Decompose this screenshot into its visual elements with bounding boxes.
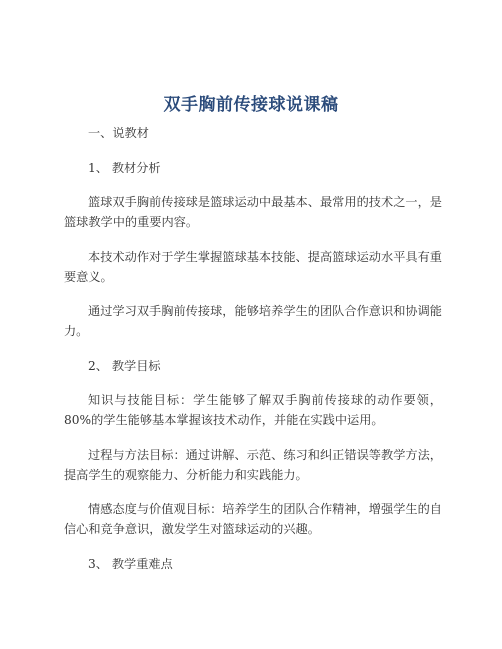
document-title: 双手胸前传接球说课稿 — [163, 95, 339, 115]
subsection-heading-teaching-goals: 2、 教学目标 — [88, 358, 161, 373]
paragraph-material-analysis-2: 本技术动作对于学生掌握篮球基本技能、提高篮球运动水平具有重要意义。 — [64, 249, 442, 284]
section-heading-teaching-material: 一、说教材 — [88, 126, 149, 140]
paragraph-goal-knowledge-skills: 知识与技能目标：学生能够了解双手胸前传接球的动作要领，80%的学生能够基本掌握该技术动作，并能在实践中运用。 — [64, 393, 442, 427]
paragraph-material-analysis-3: 通过学习双手胸前传接球，能够培养学生的团队合作意识和协调能力。 — [64, 304, 442, 338]
subsection-heading-material-analysis: 1、 教材分析 — [88, 160, 161, 175]
paragraph-material-analysis-1: 篮球双手胸前传接球是篮球运动中最基本、最常用的技术之一，是篮球教学中的重要内容。 — [64, 195, 442, 229]
paragraph-goal-process-methods: 过程与方法目标：通过讲解、示范、练习和纠正错误等教学方法，提高学生的观察能力、分析能力和实践能力。 — [64, 447, 442, 482]
subsection-heading-key-difficulties: 3、 教学重难点 — [88, 556, 173, 571]
document-body — [64, 123, 442, 588]
paragraph-goal-emotional-values: 情感态度与价值观目标：培养学生的团队合作精神，增强学生的自信心和竞争意识，激发学生对篮球运动的兴趣。 — [64, 502, 442, 536]
